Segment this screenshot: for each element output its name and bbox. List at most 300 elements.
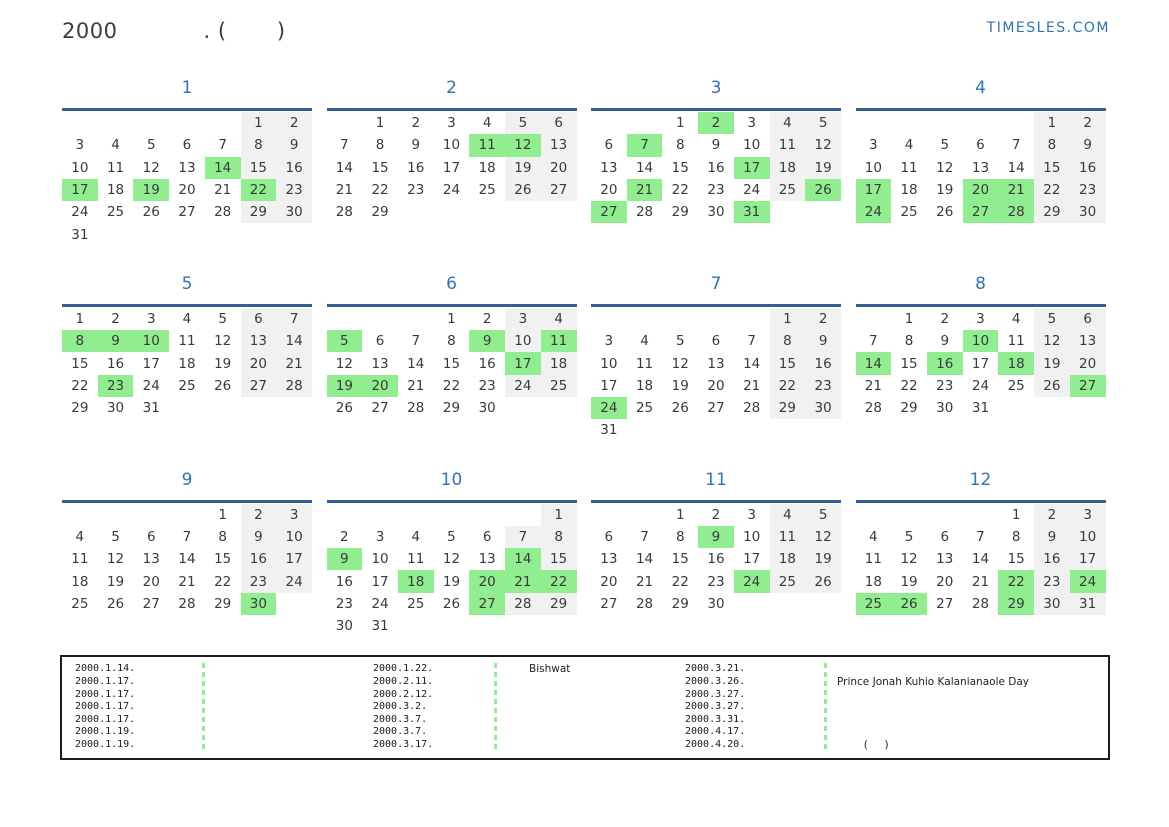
day-cell: 13 xyxy=(178,159,196,176)
day-cell: 11 xyxy=(407,551,425,568)
day-cell: 8 xyxy=(675,137,685,154)
empty-cell xyxy=(805,201,841,223)
day-cell: 7 xyxy=(747,333,756,350)
day-cell: 20 xyxy=(600,573,618,590)
month-day-grid xyxy=(856,504,1106,615)
weekend-day-cell: 7 xyxy=(505,526,541,548)
weekend-day-cell: 25 xyxy=(770,570,806,592)
day-cell: 7 xyxy=(182,529,192,545)
weekend-day-cell: 26 xyxy=(1034,375,1070,397)
day-cell: 29 xyxy=(442,400,461,417)
holiday-day-cell: 8 xyxy=(62,330,98,352)
month-rule xyxy=(327,304,577,307)
holiday-day-cell: 27 xyxy=(1070,375,1106,397)
weekend-day-cell: 15 xyxy=(770,352,806,374)
weekend-day-cell: 29 xyxy=(541,593,577,615)
day-cell: 2 xyxy=(411,115,421,132)
day-cell: 19 xyxy=(936,182,954,199)
day-cell: 8 xyxy=(904,333,914,350)
holiday-day-cell: 22 xyxy=(241,179,277,201)
legend-date: 2000.1.17. xyxy=(75,675,136,687)
empty-cell xyxy=(627,112,663,134)
empty-cell xyxy=(398,504,434,526)
empty-cell xyxy=(591,112,627,134)
day-cell: 18 xyxy=(478,159,496,176)
weekend-day-cell: 16 xyxy=(805,352,841,374)
empty-cell xyxy=(98,223,134,245)
weekend-day-cell: 25 xyxy=(770,179,806,201)
weekend-day-cell: 4 xyxy=(770,504,806,526)
day-cell: 31 xyxy=(600,422,618,439)
day-cell: 4 xyxy=(482,115,492,132)
month-5 xyxy=(62,272,312,442)
empty-cell xyxy=(591,504,627,526)
weekend-day-cell: 1 xyxy=(770,308,806,330)
weekend-day-cell: 1 xyxy=(241,112,277,134)
empty-cell xyxy=(927,112,963,134)
day-cell: 2 xyxy=(711,506,721,523)
empty-cell xyxy=(98,112,134,134)
empty-cell xyxy=(541,201,577,223)
day-cell: 13 xyxy=(478,551,496,568)
day-cell: 14 xyxy=(178,551,196,568)
day-cell: 10 xyxy=(371,551,389,568)
day-cell: 2 xyxy=(111,310,120,327)
weekend-day-cell: 10 xyxy=(1070,526,1106,548)
legend-label-column xyxy=(205,663,373,751)
month-11 xyxy=(591,468,841,638)
holiday-day-cell: 11 xyxy=(541,330,577,352)
empty-cell xyxy=(891,504,927,526)
month-title[interactable]: 3 xyxy=(710,78,722,98)
holiday-day-cell: 17 xyxy=(505,352,541,374)
legend-label xyxy=(837,714,1029,727)
day-cell: 9 xyxy=(411,137,421,154)
weekend-day-cell: 9 xyxy=(241,526,277,548)
day-cell: 18 xyxy=(71,573,89,590)
legend-label xyxy=(205,663,373,676)
day-cell: 23 xyxy=(707,573,725,590)
empty-cell xyxy=(398,201,434,223)
weekend-day-cell: 8 xyxy=(770,330,806,352)
holiday-legend xyxy=(60,655,1110,759)
day-cell: 26 xyxy=(671,400,689,417)
month-rule xyxy=(856,108,1106,111)
site-link[interactable]: TIMESLES.COM xyxy=(986,20,1110,36)
legend-label xyxy=(529,714,685,727)
legend-date: 2000.3.31. xyxy=(685,713,746,725)
day-cell: 29 xyxy=(671,204,689,221)
holiday-day-cell: 24 xyxy=(591,397,627,419)
weekend-day-cell: 26 xyxy=(505,179,541,201)
day-cell: 4 xyxy=(640,333,649,350)
weekend-day-cell: 29 xyxy=(770,397,806,419)
weekend-day-cell: 9 xyxy=(1070,134,1106,156)
day-cell: 23 xyxy=(478,377,496,394)
legend-label-column xyxy=(497,663,685,751)
day-cell: 29 xyxy=(71,400,89,417)
day-cell: 13 xyxy=(707,355,725,372)
weekend-day-cell: 31 xyxy=(1070,593,1106,615)
month-day-grid xyxy=(591,112,841,223)
holiday-day-cell: 5 xyxy=(327,330,363,352)
empty-cell xyxy=(998,397,1034,419)
day-cell: 6 xyxy=(604,137,614,154)
empty-cell xyxy=(327,504,363,526)
empty-cell xyxy=(1034,397,1070,419)
day-cell: 25 xyxy=(1007,377,1025,394)
legend-date-column xyxy=(373,663,494,751)
weekend-day-cell: 4 xyxy=(770,112,806,134)
header xyxy=(0,0,1169,46)
empty-cell xyxy=(205,223,241,245)
empty-cell xyxy=(398,308,434,330)
weekend-day-cell: 6 xyxy=(1070,308,1106,330)
day-cell: 28 xyxy=(214,204,232,221)
legend-date: 2000.1.17. xyxy=(75,713,136,725)
day-cell: 1 xyxy=(75,310,85,327)
day-cell: 23 xyxy=(936,377,954,394)
legend-group xyxy=(685,663,1029,751)
month-3 xyxy=(591,76,841,246)
legend-label xyxy=(529,701,685,714)
legend-label xyxy=(529,739,685,752)
legend-date: 2000.1.14. xyxy=(75,663,136,675)
month-day-grid xyxy=(62,504,312,615)
month-title[interactable]: 1 xyxy=(181,78,193,98)
weekend-day-cell: 3 xyxy=(1070,504,1106,526)
empty-cell xyxy=(927,504,963,526)
day-cell: 6 xyxy=(976,137,985,154)
empty-cell xyxy=(327,112,363,134)
holiday-day-cell: 17 xyxy=(62,179,98,201)
day-cell: 6 xyxy=(146,529,156,545)
month-title[interactable]: 11 xyxy=(705,469,727,490)
day-cell: 12 xyxy=(442,551,461,568)
day-cell: 3 xyxy=(747,506,756,523)
holiday-day-cell: 10 xyxy=(963,330,999,352)
month-title[interactable]: 2 xyxy=(446,78,457,98)
day-cell: 1 xyxy=(904,310,914,327)
day-cell: 23 xyxy=(707,182,725,199)
weekend-day-cell: 4 xyxy=(541,308,577,330)
weekend-day-cell: 22 xyxy=(1034,179,1070,201)
weekend-day-cell: 9 xyxy=(1034,526,1070,548)
month-day-grid xyxy=(591,504,841,615)
day-cell: 19 xyxy=(900,573,918,590)
day-cell: 1 xyxy=(675,506,685,523)
day-cell: 6 xyxy=(482,529,492,545)
day-cell: 20 xyxy=(142,573,160,590)
legend-label: Prince Jonah Kuhio Kalanianaole Day xyxy=(837,675,1030,688)
day-cell: 26 xyxy=(335,400,353,417)
day-cell: 27 xyxy=(178,204,196,221)
day-cell: 19 xyxy=(214,355,232,372)
month-8 xyxy=(856,272,1106,442)
legend-label xyxy=(529,689,685,702)
empty-cell xyxy=(205,397,241,419)
weekend-day-cell: 5 xyxy=(805,112,841,134)
day-cell: 22 xyxy=(371,182,389,199)
day-cell: 22 xyxy=(900,377,918,394)
legend-group xyxy=(373,663,685,751)
day-cell: 21 xyxy=(407,377,425,394)
day-cell: 25 xyxy=(407,595,425,612)
day-cell: 5 xyxy=(904,529,914,545)
day-cell: 28 xyxy=(971,595,990,612)
empty-cell xyxy=(770,201,806,223)
day-cell: 1 xyxy=(675,115,685,132)
empty-cell xyxy=(734,308,770,330)
day-cell: 20 xyxy=(707,377,725,394)
day-cell: 7 xyxy=(340,137,349,154)
day-cell: 9 xyxy=(711,137,721,154)
weekend-day-cell: 23 xyxy=(1034,570,1070,592)
day-cell: 6 xyxy=(940,529,950,545)
day-cell: 4 xyxy=(411,529,421,545)
day-cell: 11 xyxy=(106,159,125,176)
weekend-day-cell: 24 xyxy=(505,375,541,397)
day-cell: 22 xyxy=(671,573,689,590)
day-cell: 31 xyxy=(371,618,389,635)
holiday-day-cell: 23 xyxy=(98,375,134,397)
legend-label: Bishwat xyxy=(529,663,571,676)
day-cell: 12 xyxy=(936,159,954,176)
day-cell: 22 xyxy=(214,573,232,590)
day-cell: 21 xyxy=(743,377,761,394)
weekend-day-cell: 19 xyxy=(1034,352,1070,374)
day-cell: 5 xyxy=(447,529,456,545)
legend-date-column xyxy=(75,663,202,751)
weekend-day-cell: 2 xyxy=(1034,504,1070,526)
day-cell: 12 xyxy=(106,551,125,568)
day-cell: 19 xyxy=(671,377,689,394)
holiday-day-cell: 20 xyxy=(963,179,999,201)
holiday-day-cell: 17 xyxy=(856,179,892,201)
day-cell: 4 xyxy=(182,310,192,327)
day-cell: 3 xyxy=(976,310,985,327)
legend-label xyxy=(837,726,1029,739)
month-10 xyxy=(327,468,577,638)
holiday-day-cell: 9 xyxy=(698,526,734,548)
empty-cell xyxy=(276,397,312,419)
day-cell: 10 xyxy=(864,159,882,176)
empty-cell xyxy=(698,419,734,441)
day-cell: 8 xyxy=(447,333,456,350)
empty-cell xyxy=(276,593,312,615)
page-title: 2000 . ( ) xyxy=(62,19,286,43)
weekend-day-cell: 28 xyxy=(276,375,312,397)
month-title[interactable]: 5 xyxy=(181,273,193,294)
empty-cell xyxy=(805,419,841,441)
day-cell: 1 xyxy=(1011,506,1021,523)
weekend-day-cell: 27 xyxy=(541,179,577,201)
day-cell: 14 xyxy=(407,355,425,372)
weekend-day-cell: 22 xyxy=(770,375,806,397)
month-day-grid xyxy=(591,308,841,442)
holiday-day-cell: 20 xyxy=(469,570,505,592)
day-cell: 21 xyxy=(971,573,990,590)
empty-cell xyxy=(627,504,663,526)
day-cell: 30 xyxy=(936,400,954,417)
empty-cell xyxy=(62,504,98,526)
day-cell: 17 xyxy=(142,355,160,372)
legend-label xyxy=(529,676,685,689)
empty-cell xyxy=(998,112,1034,134)
empty-cell xyxy=(241,397,277,419)
day-cell: 1 xyxy=(447,310,456,327)
empty-cell xyxy=(362,504,398,526)
month-title[interactable]: 10 xyxy=(440,469,463,490)
weekend-day-cell: 10 xyxy=(276,526,312,548)
day-cell: 11 xyxy=(178,333,196,350)
empty-cell xyxy=(627,308,663,330)
day-cell: 4 xyxy=(904,137,914,154)
day-cell: 21 xyxy=(178,573,196,590)
day-cell: 18 xyxy=(106,182,125,199)
day-cell: 30 xyxy=(707,595,725,612)
day-cell: 28 xyxy=(178,595,196,612)
day-cell: 16 xyxy=(407,159,425,176)
weekend-day-cell: 1 xyxy=(541,504,577,526)
empty-cell xyxy=(169,397,205,419)
day-cell: 15 xyxy=(900,355,918,372)
empty-cell xyxy=(434,504,470,526)
legend-date: 2000.2.11. xyxy=(373,675,434,687)
empty-cell xyxy=(856,112,892,134)
month-title[interactable]: 8 xyxy=(975,273,986,294)
empty-cell xyxy=(734,419,770,441)
weekend-day-cell: 9 xyxy=(276,134,312,156)
day-cell: 25 xyxy=(106,204,125,221)
weekend-day-cell: 18 xyxy=(770,157,806,179)
day-cell: 24 xyxy=(371,595,389,612)
day-cell: 1 xyxy=(375,115,385,132)
month-2 xyxy=(327,76,577,246)
empty-cell xyxy=(398,615,434,637)
weekend-day-cell: 19 xyxy=(805,157,841,179)
weekend-day-cell: 20 xyxy=(541,157,577,179)
holiday-day-cell: 2 xyxy=(698,112,734,134)
legend-date: 2000.3.17. xyxy=(373,738,434,750)
weekend-day-cell: 15 xyxy=(1034,157,1070,179)
legend-date: 2000.3.26. xyxy=(685,675,746,687)
day-cell: 4 xyxy=(869,529,878,545)
weekend-day-cell: 16 xyxy=(1070,157,1106,179)
day-cell: 15 xyxy=(442,355,461,372)
day-cell: 14 xyxy=(743,355,761,372)
holiday-day-cell: 24 xyxy=(734,570,770,592)
weekend-day-cell: 6 xyxy=(541,112,577,134)
day-cell: 29 xyxy=(671,595,689,612)
weekend-day-cell: 20 xyxy=(241,352,277,374)
month-title[interactable]: 4 xyxy=(975,78,986,98)
empty-cell xyxy=(434,615,470,637)
holiday-day-cell: 14 xyxy=(205,157,241,179)
day-cell: 25 xyxy=(635,400,654,417)
day-cell: 24 xyxy=(743,182,761,199)
month-4 xyxy=(856,76,1106,246)
day-cell: 7 xyxy=(411,333,421,350)
weekend-day-cell: 14 xyxy=(276,330,312,352)
day-cell: 15 xyxy=(371,159,389,176)
legend-label xyxy=(837,689,1029,702)
day-cell: 20 xyxy=(936,573,954,590)
legend-label: ( ) xyxy=(837,738,889,751)
day-cell: 3 xyxy=(604,333,614,350)
month-title[interactable]: 6 xyxy=(446,273,457,294)
day-cell: 27 xyxy=(707,400,725,417)
day-cell: 5 xyxy=(146,137,156,154)
day-cell: 21 xyxy=(335,182,353,199)
day-cell: 27 xyxy=(600,595,618,612)
legend-label xyxy=(205,676,373,689)
holiday-day-cell: 26 xyxy=(805,179,841,201)
month-title[interactable]: 9 xyxy=(181,469,193,490)
month-day-grid xyxy=(62,308,312,419)
month-title[interactable]: 12 xyxy=(969,469,992,490)
month-6 xyxy=(327,272,577,442)
day-cell: 13 xyxy=(600,159,618,176)
holiday-day-cell: 12 xyxy=(505,134,541,156)
day-cell: 11 xyxy=(900,159,918,176)
empty-cell xyxy=(133,223,169,245)
day-cell: 7 xyxy=(869,333,878,350)
weekend-day-cell: 30 xyxy=(1070,201,1106,223)
day-cell: 5 xyxy=(940,137,950,154)
day-cell: 30 xyxy=(707,204,725,221)
empty-cell xyxy=(327,308,363,330)
day-cell: 7 xyxy=(640,529,649,545)
weekend-day-cell: 13 xyxy=(1070,330,1106,352)
empty-cell xyxy=(770,593,806,615)
day-cell: 2 xyxy=(482,310,492,327)
day-cell: 22 xyxy=(442,377,461,394)
day-cell: 24 xyxy=(971,377,990,394)
day-cell: 15 xyxy=(671,159,689,176)
day-cell: 13 xyxy=(936,551,954,568)
weekend-day-cell: 17 xyxy=(276,548,312,570)
empty-cell xyxy=(805,593,841,615)
day-cell: 17 xyxy=(971,355,990,372)
day-cell: 9 xyxy=(940,333,950,350)
holiday-day-cell: 27 xyxy=(591,201,627,223)
day-cell: 16 xyxy=(707,551,725,568)
holiday-day-cell: 17 xyxy=(734,157,770,179)
day-cell: 28 xyxy=(864,400,882,417)
weekend-day-cell: 8 xyxy=(1034,134,1070,156)
day-cell: 25 xyxy=(178,377,196,394)
empty-cell xyxy=(505,397,541,419)
day-cell: 6 xyxy=(711,333,721,350)
month-rule xyxy=(591,500,841,503)
month-day-grid xyxy=(327,504,577,638)
holiday-day-cell: 21 xyxy=(627,179,663,201)
month-rule xyxy=(591,304,841,307)
empty-cell xyxy=(133,112,169,134)
weekend-day-cell: 5 xyxy=(1034,308,1070,330)
day-cell: 2 xyxy=(340,529,349,545)
day-cell: 13 xyxy=(142,551,160,568)
day-cell: 8 xyxy=(218,529,227,545)
day-cell: 13 xyxy=(371,355,389,372)
day-cell: 18 xyxy=(635,377,654,394)
day-cell: 20 xyxy=(178,182,196,199)
day-cell: 10 xyxy=(743,137,761,154)
month-title[interactable]: 7 xyxy=(710,273,722,294)
holiday-day-cell: 27 xyxy=(469,593,505,615)
month-rule xyxy=(327,500,577,503)
